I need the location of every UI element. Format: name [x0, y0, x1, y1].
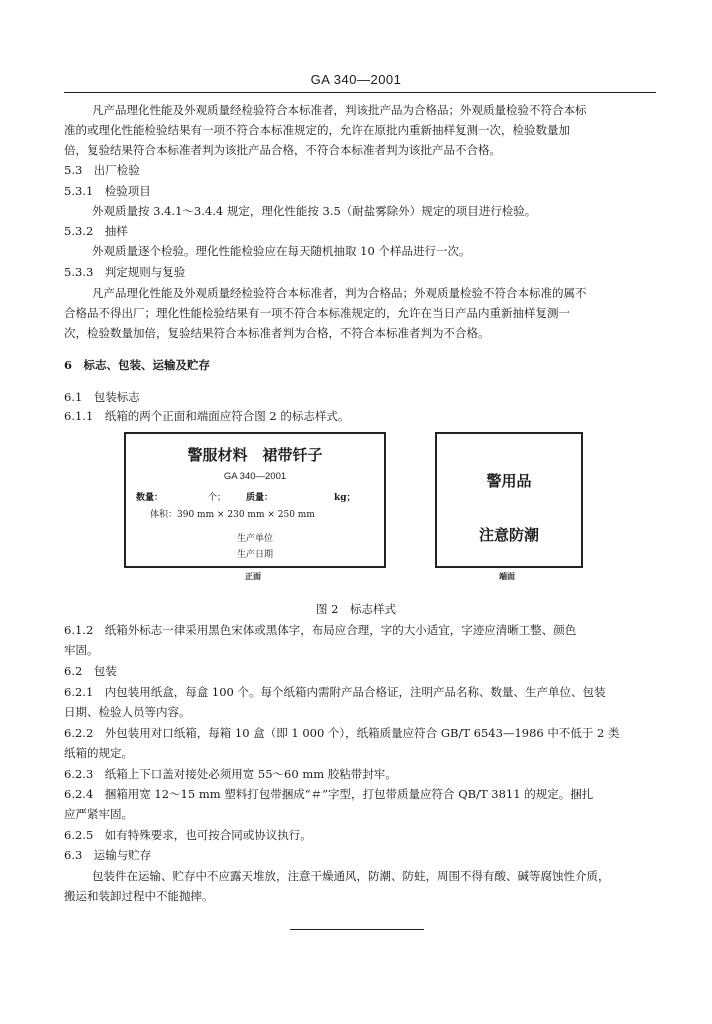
section-heading: 6.3 运输与贮存 — [64, 848, 152, 862]
paragraph-line: 搬运和装卸过程中不能抛摔。 — [64, 889, 214, 903]
section-heading: 6.2 包装 — [64, 664, 117, 678]
figure-caption: 图 2 标志样式 — [316, 602, 396, 616]
front-standard-code: GA 340—2001 — [223, 471, 287, 482]
section-heading: 5.3 出厂检验 — [64, 163, 140, 177]
paragraph-line: 外观质量按 3.4.1～3.4.4 规定，理化性能按 3.5（耐盐雾除外）规定的项目进行检验。 — [92, 204, 537, 218]
section-heading: 5.3.1 检验项目 — [64, 184, 151, 198]
side-line-police-goods: 警用品 — [486, 472, 532, 490]
front-caption: 正面 — [245, 571, 261, 581]
front-qty-label: 数量： — [136, 493, 164, 503]
paragraph-line: 应严紧牢固。 — [64, 807, 133, 821]
chapter-heading: 6 标志、包装、运输及贮存 — [64, 358, 211, 372]
paragraph-line: 6.1.2 纸箱外标志一律采用黑色宋体或黑体字，布局应合理，字的大小适宜，字迹应清晰工整、颜色 — [64, 623, 577, 637]
paragraph-line: 纸箱的规定。 — [64, 746, 133, 760]
paragraph-line: 凡产品理化性能及外观质量经检验符合本标准者，判该批产品为合格品；外观质量检验不符合本标 — [92, 103, 587, 117]
paragraph-line: 6.2.1 内包装用纸盒，每盒 100 个。每个纸箱内需附产品合格证，注明产品名称、数量、生产单位、包装 — [64, 685, 606, 699]
paragraph-line: 6.2.4 捆箱用宽 12～15 mm 塑料打包带捆成“＃”字型，打包带质量应符合 QB/T 3811 的规定。捆扎 — [64, 787, 594, 801]
front-date: 生产日期 — [236, 550, 273, 560]
front-mass-label: 质量： — [246, 493, 274, 503]
side-line-moisture: 注意防潮 — [478, 526, 539, 544]
section-heading: 5.3.2 抽样 — [64, 224, 128, 238]
front-producer: 生产单位 — [236, 534, 273, 544]
front-title: 警服材料 裙带钎子 — [187, 446, 323, 464]
carton-front-mark — [124, 432, 386, 568]
paragraph-line: 日期、检验人员等内容。 — [64, 705, 191, 719]
section-heading: 6.1 包装标志 — [64, 390, 140, 404]
section-heading: 5.3.3 判定规则与复验 — [64, 265, 186, 279]
carton-side-mark — [435, 432, 583, 568]
paragraph-line: 牢固。 — [64, 643, 99, 657]
end-of-text-rule — [290, 929, 424, 930]
front-qty-unit: 个； — [208, 493, 227, 503]
paragraph-line: 6.2.2 外包装用对口纸箱，每箱 10 盒（即 1 000 个），纸箱质量应符合 GB/T 6543—1986 中不低于 2 类 — [64, 726, 620, 740]
header-rule — [64, 92, 656, 93]
paragraph-line: 准的或理化性能检验结果有一项不符合本标准规定的，允许在原批内重新抽样复测一次，检验数量加 — [64, 123, 570, 137]
standard-code-header: GA 340—2001 — [310, 72, 402, 87]
paragraph-line: 凡产品理化性能及外观质量经检验符合本标准者，判为合格品；外观质量检验不符合本标准的属不 — [92, 286, 587, 300]
paragraph-line: 外观质量逐个检验。理化性能检验应在每天随机抽取 10 个样品进行一次。 — [92, 244, 471, 258]
paragraph-line: 6.2.5 如有特殊要求，也可按合同或协议执行。 — [64, 828, 312, 842]
side-caption: 端面 — [499, 571, 515, 581]
front-mass-unit: kg； — [334, 493, 356, 503]
paragraph-line: 次，检验数量加倍，复验结果符合本标准者判为合格，不符合本标准者判为不合格。 — [64, 326, 490, 340]
paragraph-line: 倍，复验结果符合本标准者判为该批产品合格，不符合本标准者判为该批产品不合格。 — [64, 143, 501, 157]
paragraph-line: 6.1.1 纸箱的两个正面和端面应符合图 2 的标志样式。 — [64, 409, 350, 423]
paragraph-line: 包装件在运输、贮存中不应露天堆放，注意干燥通风，防潮、防蛀，周围不得有酸、碱等腐蚀性介质， — [92, 869, 610, 883]
paragraph-line: 6.2.3 纸箱上下口盖对接处必须用宽 55～60 mm 胶粘带封牢。 — [64, 767, 397, 781]
front-volume: 体积：390 mm × 230 mm × 250 mm — [150, 510, 315, 520]
paragraph-line: 合格品不得出厂；理化性能检验结果有一项不符合本标准规定的，允许在当日产品内重新抽样复测一 — [64, 306, 570, 320]
